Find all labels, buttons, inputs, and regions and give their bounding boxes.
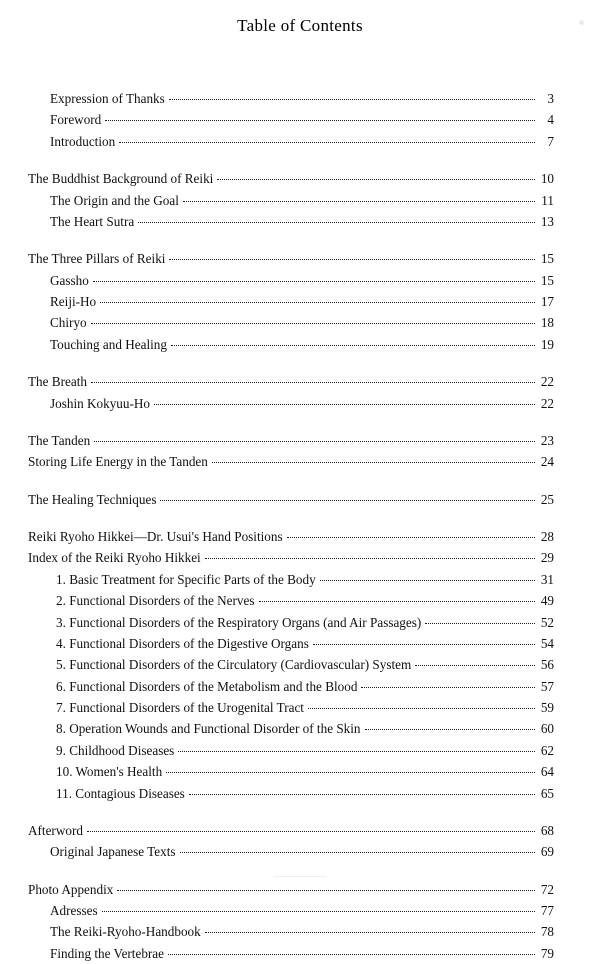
toc-entry[interactable] [28,88,554,109]
toc-leader-dots [138,222,535,223]
toc-leader-dots [313,644,535,645]
toc-entry-label: Touching and Healing [50,336,167,352]
toc-leader-dots [205,558,535,559]
toc-entry-label: 4. Functional Disorders of the Digestive Organs [56,635,309,651]
toc-group [28,489,554,510]
toc-entry-page-number: 7 [547,133,554,149]
toc-leader-dots [415,665,535,666]
toc-entry[interactable] [28,921,554,942]
toc-entry-page-number: 29 [540,550,554,566]
toc-entry[interactable] [28,334,554,355]
page-title: Table of Contents [237,16,363,35]
toc-entry-label: The Three Pillars of Reiki [28,251,166,267]
toc-entry-label: Photo Appendix [28,881,114,897]
toc-entry[interactable] [28,393,554,414]
toc-entry-label: Chiryo [50,315,87,331]
toc-group [28,820,554,863]
toc-entry[interactable] [28,783,554,804]
toc-leader-dots [117,890,535,891]
toc-entry[interactable] [28,489,554,510]
toc-leader-dots [166,772,535,773]
toc-leader-dots [154,404,535,405]
toc-entry-page-number: 13 [540,213,554,229]
toc-entry-label: 11. Contagious Diseases [56,785,185,801]
toc-entry-page-number: 68 [540,822,554,838]
toc-entry-label: The Heart Sutra [50,213,135,229]
toc-entry-page-number: 4 [547,112,554,128]
toc-entry-page-number: 15 [540,272,554,288]
toc-entry-label: The Origin and the Goal [50,192,179,208]
toc-entry-page-number: 18 [540,315,554,331]
toc-entry-page-number: 62 [540,742,554,758]
toc-entry-page-number: 77 [540,903,554,918]
toc-entry-label: Afterword [28,822,83,838]
toc-leader-dots [180,852,535,853]
toc-entry[interactable] [28,740,554,761]
toc-entry[interactable] [28,612,554,633]
toc-entry-label: The Buddhist Background of Reiki [28,171,214,187]
toc-leader-dots [217,179,535,180]
toc-leader-dots [119,142,535,143]
toc-entry[interactable] [28,879,554,900]
toc-leader-dots [287,537,535,538]
toc-entry-label: Adresses [50,903,98,918]
toc-leader-dots [171,345,535,346]
toc-entry-page-number: 11 [541,192,554,208]
toc-group [28,88,554,152]
toc-entry-page-number: 28 [540,529,554,544]
toc-entry-page-number: 25 [540,491,554,507]
toc-entry-page-number: 64 [540,764,554,780]
toc-leader-dots [168,954,535,955]
toc-entry[interactable] [28,190,554,211]
toc-entry-label: Index of the Reiki Ryoho Hikkei [28,550,201,566]
toc-leader-dots [425,623,535,624]
toc-entry-page-number: 15 [540,251,554,267]
toc-entry-page-number: 22 [540,374,554,390]
toc-leader-dots [361,687,535,688]
toc-entry-page-number: 79 [540,945,554,961]
toc-leader-dots [91,382,535,383]
toc-leader-dots [189,794,535,795]
toc-entry-page-number: 65 [540,785,554,801]
toc-entry[interactable] [28,168,554,189]
toc-entry-page-number: 56 [540,657,554,673]
toc-entry-label: 9. Childhood Diseases [56,742,175,758]
toc-entry[interactable] [28,270,554,291]
page-bottom-mark [274,876,326,877]
toc-entry[interactable] [28,569,554,590]
toc-entry-page-number: 10 [540,171,554,187]
toc-leader-dots [365,729,535,730]
toc-group [28,879,554,964]
toc-entry[interactable] [28,312,554,333]
toc-leader-dots [93,281,535,282]
toc-group [28,168,554,232]
toc-entry-page-number: 54 [540,635,554,651]
toc-entry-label: Foreword [50,112,102,128]
toc-entry[interactable] [28,109,554,130]
toc-leader-dots [183,201,535,202]
toc-entry-label: 6. Functional Disorders of the Metabolism and the Blood [56,678,358,694]
toc-entry[interactable] [28,900,554,921]
toc-entry-label: The Tanden [28,432,91,448]
toc-entry-label: Reiji-Ho [50,294,97,309]
toc-entry-label: The Healing Techniques [28,491,157,507]
toc-entry-label: Gassho [50,272,89,288]
toc-entry-page-number: 72 [540,881,554,897]
toc-leader-dots [87,831,535,832]
toc-leader-dots [94,441,535,442]
toc-entry-label: The Reiki-Ryoho-Handbook [50,924,201,940]
toc-entry-page-number: 60 [540,721,554,737]
toc-entry-label: Original Japanese Texts [50,844,176,860]
toc-entry-label: 10. Women's Health [56,764,163,780]
toc-entry-page-number: 69 [540,844,554,860]
toc-group [28,526,554,804]
toc-entry-label: Storing Life Energy in the Tanden [28,454,208,470]
toc-entry[interactable] [28,676,554,697]
toc-entry[interactable] [28,211,554,232]
toc-entry[interactable] [28,526,554,547]
toc-leader-dots [212,462,535,463]
toc-leader-dots [169,259,535,260]
toc-entry-page-number: 17 [540,294,554,309]
toc-leader-dots [160,500,535,501]
toc-entry-page-number: 57 [540,678,554,694]
toc-entry[interactable] [28,820,554,841]
toc-page [0,16,600,961]
toc-leader-dots [102,911,535,912]
toc-entry-page-number: 78 [540,924,554,940]
toc-entry-label: 2. Functional Disorders of the Nerves [56,593,255,609]
toc-entry-label: 3. Functional Disorders of the Respiratory Organs (and Air Passages) [56,614,422,630]
toc-entry-label: Introduction [50,133,116,149]
toc-leader-dots [169,99,535,100]
toc-entry[interactable] [28,451,554,472]
toc-entry-page-number: 49 [540,593,554,609]
toc-entry-page-number: 23 [540,432,554,448]
toc-entry-label: 1. Basic Treatment for Specific Parts of the Body [56,571,316,587]
toc-entry-page-number: 3 [547,91,554,106]
toc-entry-label: Expression of Thanks [50,91,165,106]
toc-entry[interactable] [28,547,554,568]
table-of-contents [0,88,600,964]
toc-leader-dots [205,932,535,933]
toc-entry-label: Finding the Vertebrae [50,945,165,961]
toc-entry-page-number: 24 [540,454,554,470]
toc-entry[interactable] [28,430,554,451]
page-corner-mark [579,20,584,25]
toc-group [28,430,554,473]
toc-entry-label: Joshin Kokyuu-Ho [50,395,151,411]
toc-entry-page-number: 22 [540,395,554,411]
toc-entry[interactable] [28,718,554,739]
toc-entry[interactable] [28,291,554,312]
toc-entry-page-number: 31 [540,571,554,587]
toc-entry[interactable] [28,131,554,152]
toc-entry[interactable] [28,371,554,392]
toc-leader-dots [320,580,535,581]
toc-entry-page-number: 52 [540,614,554,630]
toc-entry[interactable] [28,248,554,269]
toc-entry-label: Reiki Ryoho Hikkei—Dr. Usui's Hand Positions [28,529,283,544]
toc-entry-label: 5. Functional Disorders of the Circulatory (Cardiovascular) System [56,657,412,673]
toc-leader-dots [91,323,535,324]
toc-entry-page-number: 19 [540,336,554,352]
toc-entry[interactable] [28,841,554,862]
toc-entry-page-number: 59 [540,700,554,715]
toc-group [28,371,554,414]
toc-leader-dots [100,302,535,303]
toc-entry[interactable] [28,761,554,782]
toc-entry[interactable] [28,697,554,718]
toc-entry-label: 8. Operation Wounds and Functional Disorder of the Skin [56,721,361,737]
toc-group [28,248,554,355]
toc-leader-dots [308,708,535,709]
toc-entry[interactable] [28,590,554,611]
toc-entry[interactable] [28,943,554,964]
toc-entry-label: The Breath [28,374,87,390]
toc-entry-label: 7. Functional Disorders of the Urogenital Tract [56,700,304,715]
toc-entry[interactable] [28,633,554,654]
toc-leader-dots [105,120,535,121]
toc-leader-dots [178,751,535,752]
toc-entry[interactable] [28,654,554,675]
toc-leader-dots [259,601,535,602]
